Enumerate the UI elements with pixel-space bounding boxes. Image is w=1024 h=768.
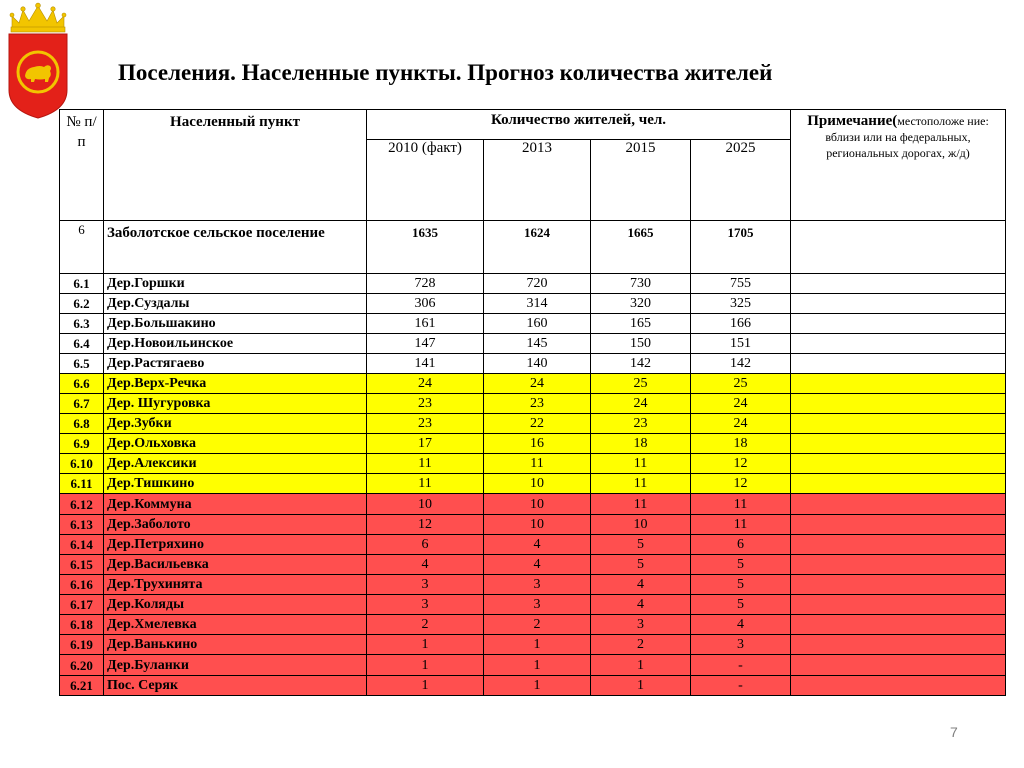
value-2010: 23 [367, 394, 484, 414]
value-2010: 24 [367, 374, 484, 394]
row-number: 6.8 [60, 414, 104, 434]
note-cell [791, 314, 1006, 334]
value-2025: 12 [691, 454, 791, 474]
row-number: 6.15 [60, 555, 104, 575]
settlement-name: Дер.Коляды [104, 595, 367, 615]
value-2015: 4 [591, 575, 691, 595]
header-number: № п/п [60, 110, 104, 221]
settlement-name: Дер.Алексики [104, 454, 367, 474]
note-cell [791, 354, 1006, 374]
value-2025: 11 [691, 515, 791, 535]
value-2015: 2 [591, 635, 691, 655]
value-2013: 24 [484, 374, 591, 394]
value-2015: 320 [591, 294, 691, 314]
page-title: Поселения. Населенные пункты. Прогноз количества жителей [118, 60, 773, 85]
row-number: 6.17 [60, 595, 104, 615]
settlement-name: Дер.Петряхино [104, 535, 367, 555]
value-2015: 142 [591, 354, 691, 374]
value-2015: 25 [591, 374, 691, 394]
value-2010: 1 [367, 635, 484, 655]
value-2010: 3 [367, 575, 484, 595]
settlement-name: Дер.Тишкино [104, 474, 367, 494]
value-2025: 142 [691, 354, 791, 374]
note-cell [791, 515, 1006, 535]
value-2025: 1705 [691, 221, 791, 274]
value-2010: 147 [367, 334, 484, 354]
table-row [60, 615, 1006, 635]
settlement-name: Дер.Ванькино [104, 635, 367, 655]
note-cell [791, 575, 1006, 595]
settlement-name: Дер.Суздалы [104, 294, 367, 314]
value-2010: 1635 [367, 221, 484, 274]
row-number: 6.2 [60, 294, 104, 314]
value-2025: 5 [691, 555, 791, 575]
value-2025: - [691, 676, 791, 696]
row-number: 6.1 [60, 274, 104, 294]
value-2010: 1 [367, 655, 484, 676]
value-2013: 23 [484, 394, 591, 414]
value-2010: 6 [367, 535, 484, 555]
value-2025: 5 [691, 575, 791, 595]
note-cell [791, 434, 1006, 454]
value-2025: 4 [691, 615, 791, 635]
value-2010: 10 [367, 494, 484, 515]
header-year-2010: 2010 (факт) [367, 140, 484, 221]
value-2010: 141 [367, 354, 484, 374]
note-cell [791, 221, 1006, 274]
value-2015: 3 [591, 615, 691, 635]
value-2010: 23 [367, 414, 484, 434]
settlement-name: Пос. Серяк [104, 676, 367, 696]
value-2010: 4 [367, 555, 484, 575]
table-row [60, 535, 1006, 555]
settlement-name: Дер.Растягаево [104, 354, 367, 374]
row-number: 6.7 [60, 394, 104, 414]
note-cell [791, 474, 1006, 494]
note-cell [791, 655, 1006, 676]
note-cell [791, 494, 1006, 515]
value-2015: 730 [591, 274, 691, 294]
value-2013: 22 [484, 414, 591, 434]
table-row [60, 555, 1006, 575]
value-2013: 10 [484, 515, 591, 535]
value-2015: 5 [591, 535, 691, 555]
value-2013: 4 [484, 555, 591, 575]
row-number: 6.20 [60, 655, 104, 676]
row-number: 6.11 [60, 474, 104, 494]
table-row [60, 494, 1006, 515]
settlement-name: Дер.Заболото [104, 515, 367, 535]
table-row [60, 515, 1006, 535]
value-2010: 11 [367, 474, 484, 494]
row-number: 6.5 [60, 354, 104, 374]
value-2025: 3 [691, 635, 791, 655]
value-2013: 16 [484, 434, 591, 454]
value-2025: 11 [691, 494, 791, 515]
row-number: 6.3 [60, 314, 104, 334]
table-row [60, 655, 1006, 676]
value-2013: 1624 [484, 221, 591, 274]
value-2013: 140 [484, 354, 591, 374]
settlement-name: Дер.Васильевка [104, 555, 367, 575]
value-2015: 1 [591, 676, 691, 696]
table-row [60, 294, 1006, 314]
table-row [60, 454, 1006, 474]
row-number: 6.21 [60, 676, 104, 696]
note-cell [791, 535, 1006, 555]
value-2015: 11 [591, 474, 691, 494]
value-2015: 24 [591, 394, 691, 414]
note-cell [791, 274, 1006, 294]
note-cell [791, 555, 1006, 575]
note-cell [791, 635, 1006, 655]
table-row [60, 394, 1006, 414]
table-row [60, 274, 1006, 294]
note-cell [791, 454, 1006, 474]
table-row [60, 354, 1006, 374]
value-2013: 145 [484, 334, 591, 354]
header-note-main: Примечание( [807, 113, 898, 129]
value-2010: 3 [367, 595, 484, 615]
value-2015: 23 [591, 414, 691, 434]
value-2013: 1 [484, 676, 591, 696]
note-cell [791, 294, 1006, 314]
value-2013: 3 [484, 575, 591, 595]
value-2015: 4 [591, 595, 691, 615]
value-2010: 2 [367, 615, 484, 635]
settlement-name: Дер.Ольховка [104, 434, 367, 454]
value-2010: 306 [367, 294, 484, 314]
row-number: 6.16 [60, 575, 104, 595]
settlement-name: Дер.Зубки [104, 414, 367, 434]
table-row [60, 414, 1006, 434]
header-year-2013: 2013 [484, 140, 591, 221]
value-2013: 10 [484, 474, 591, 494]
value-2010: 161 [367, 314, 484, 334]
header-note [791, 110, 1006, 221]
header-year-2025: 2025 [691, 140, 791, 221]
settlement-name: Дер.Коммуна [104, 494, 367, 515]
value-2025: 18 [691, 434, 791, 454]
value-2015: 11 [591, 494, 691, 515]
note-cell [791, 615, 1006, 635]
value-2010: 12 [367, 515, 484, 535]
value-2015: 11 [591, 454, 691, 474]
row-number: 6.10 [60, 454, 104, 474]
page-number: 7 [950, 724, 958, 740]
header-settlement: Населенный пункт [104, 110, 367, 221]
note-cell [791, 334, 1006, 354]
settlement-name: Дер.Верх-Речка [104, 374, 367, 394]
note-cell [791, 595, 1006, 615]
row-number: 6 [60, 221, 104, 274]
value-2010: 728 [367, 274, 484, 294]
table-row [60, 676, 1006, 696]
header-note-detail: местоположе ние: вблизи или на федеральных, региональных дорогах, ж/д) [825, 114, 989, 160]
value-2025: 12 [691, 474, 791, 494]
row-number: 6.6 [60, 374, 104, 394]
value-2025: - [691, 655, 791, 676]
note-cell [791, 414, 1006, 434]
value-2025: 325 [691, 294, 791, 314]
value-2010: 1 [367, 676, 484, 696]
settlement-name: Дер.Горшки [104, 274, 367, 294]
value-2015: 18 [591, 434, 691, 454]
settlement-name: Дер.Трухинята [104, 575, 367, 595]
value-2015: 1665 [591, 221, 691, 274]
note-cell [791, 676, 1006, 696]
value-2015: 150 [591, 334, 691, 354]
value-2013: 1 [484, 635, 591, 655]
value-2013: 1 [484, 655, 591, 676]
table-row [60, 635, 1006, 655]
value-2025: 5 [691, 595, 791, 615]
row-number: 6.4 [60, 334, 104, 354]
table-row [60, 474, 1006, 494]
settlement-name: Дер.Новоильинское [104, 334, 367, 354]
value-2010: 17 [367, 434, 484, 454]
value-2015: 10 [591, 515, 691, 535]
table-row [60, 334, 1006, 354]
settlement-name: Заболотское сельское поселение [104, 221, 367, 274]
value-2015: 1 [591, 655, 691, 676]
note-cell [791, 374, 1006, 394]
value-2025: 24 [691, 414, 791, 434]
settlement-name: Дер. Шугуровка [104, 394, 367, 414]
table-row [60, 434, 1006, 454]
value-2025: 25 [691, 374, 791, 394]
note-cell [791, 394, 1006, 414]
row-number: 6.18 [60, 615, 104, 635]
value-2013: 720 [484, 274, 591, 294]
value-2013: 160 [484, 314, 591, 334]
value-2025: 151 [691, 334, 791, 354]
value-2025: 166 [691, 314, 791, 334]
value-2025: 24 [691, 394, 791, 414]
value-2025: 755 [691, 274, 791, 294]
row-number: 6.9 [60, 434, 104, 454]
value-2015: 5 [591, 555, 691, 575]
table-row [60, 374, 1006, 394]
value-2010: 11 [367, 454, 484, 474]
row-number: 6.13 [60, 515, 104, 535]
header-population: Количество жителей, чел. [367, 110, 791, 140]
table-row [60, 314, 1006, 334]
row-number: 6.19 [60, 635, 104, 655]
row-number: 6.12 [60, 494, 104, 515]
table-row [60, 595, 1006, 615]
value-2013: 4 [484, 535, 591, 555]
value-2013: 314 [484, 294, 591, 314]
value-2025: 6 [691, 535, 791, 555]
table-row-total [60, 221, 1006, 274]
value-2013: 2 [484, 615, 591, 635]
coat-of-arms-icon [3, 2, 73, 120]
value-2013: 10 [484, 494, 591, 515]
header-year-2015: 2015 [591, 140, 691, 221]
value-2015: 165 [591, 314, 691, 334]
table-row [60, 575, 1006, 595]
value-2013: 3 [484, 595, 591, 615]
population-forecast-table [59, 109, 1006, 696]
row-number: 6.14 [60, 535, 104, 555]
settlement-name: Дер.Хмелевка [104, 615, 367, 635]
value-2013: 11 [484, 454, 591, 474]
settlement-name: Дер.Буланки [104, 655, 367, 676]
settlement-name: Дер.Большакино [104, 314, 367, 334]
